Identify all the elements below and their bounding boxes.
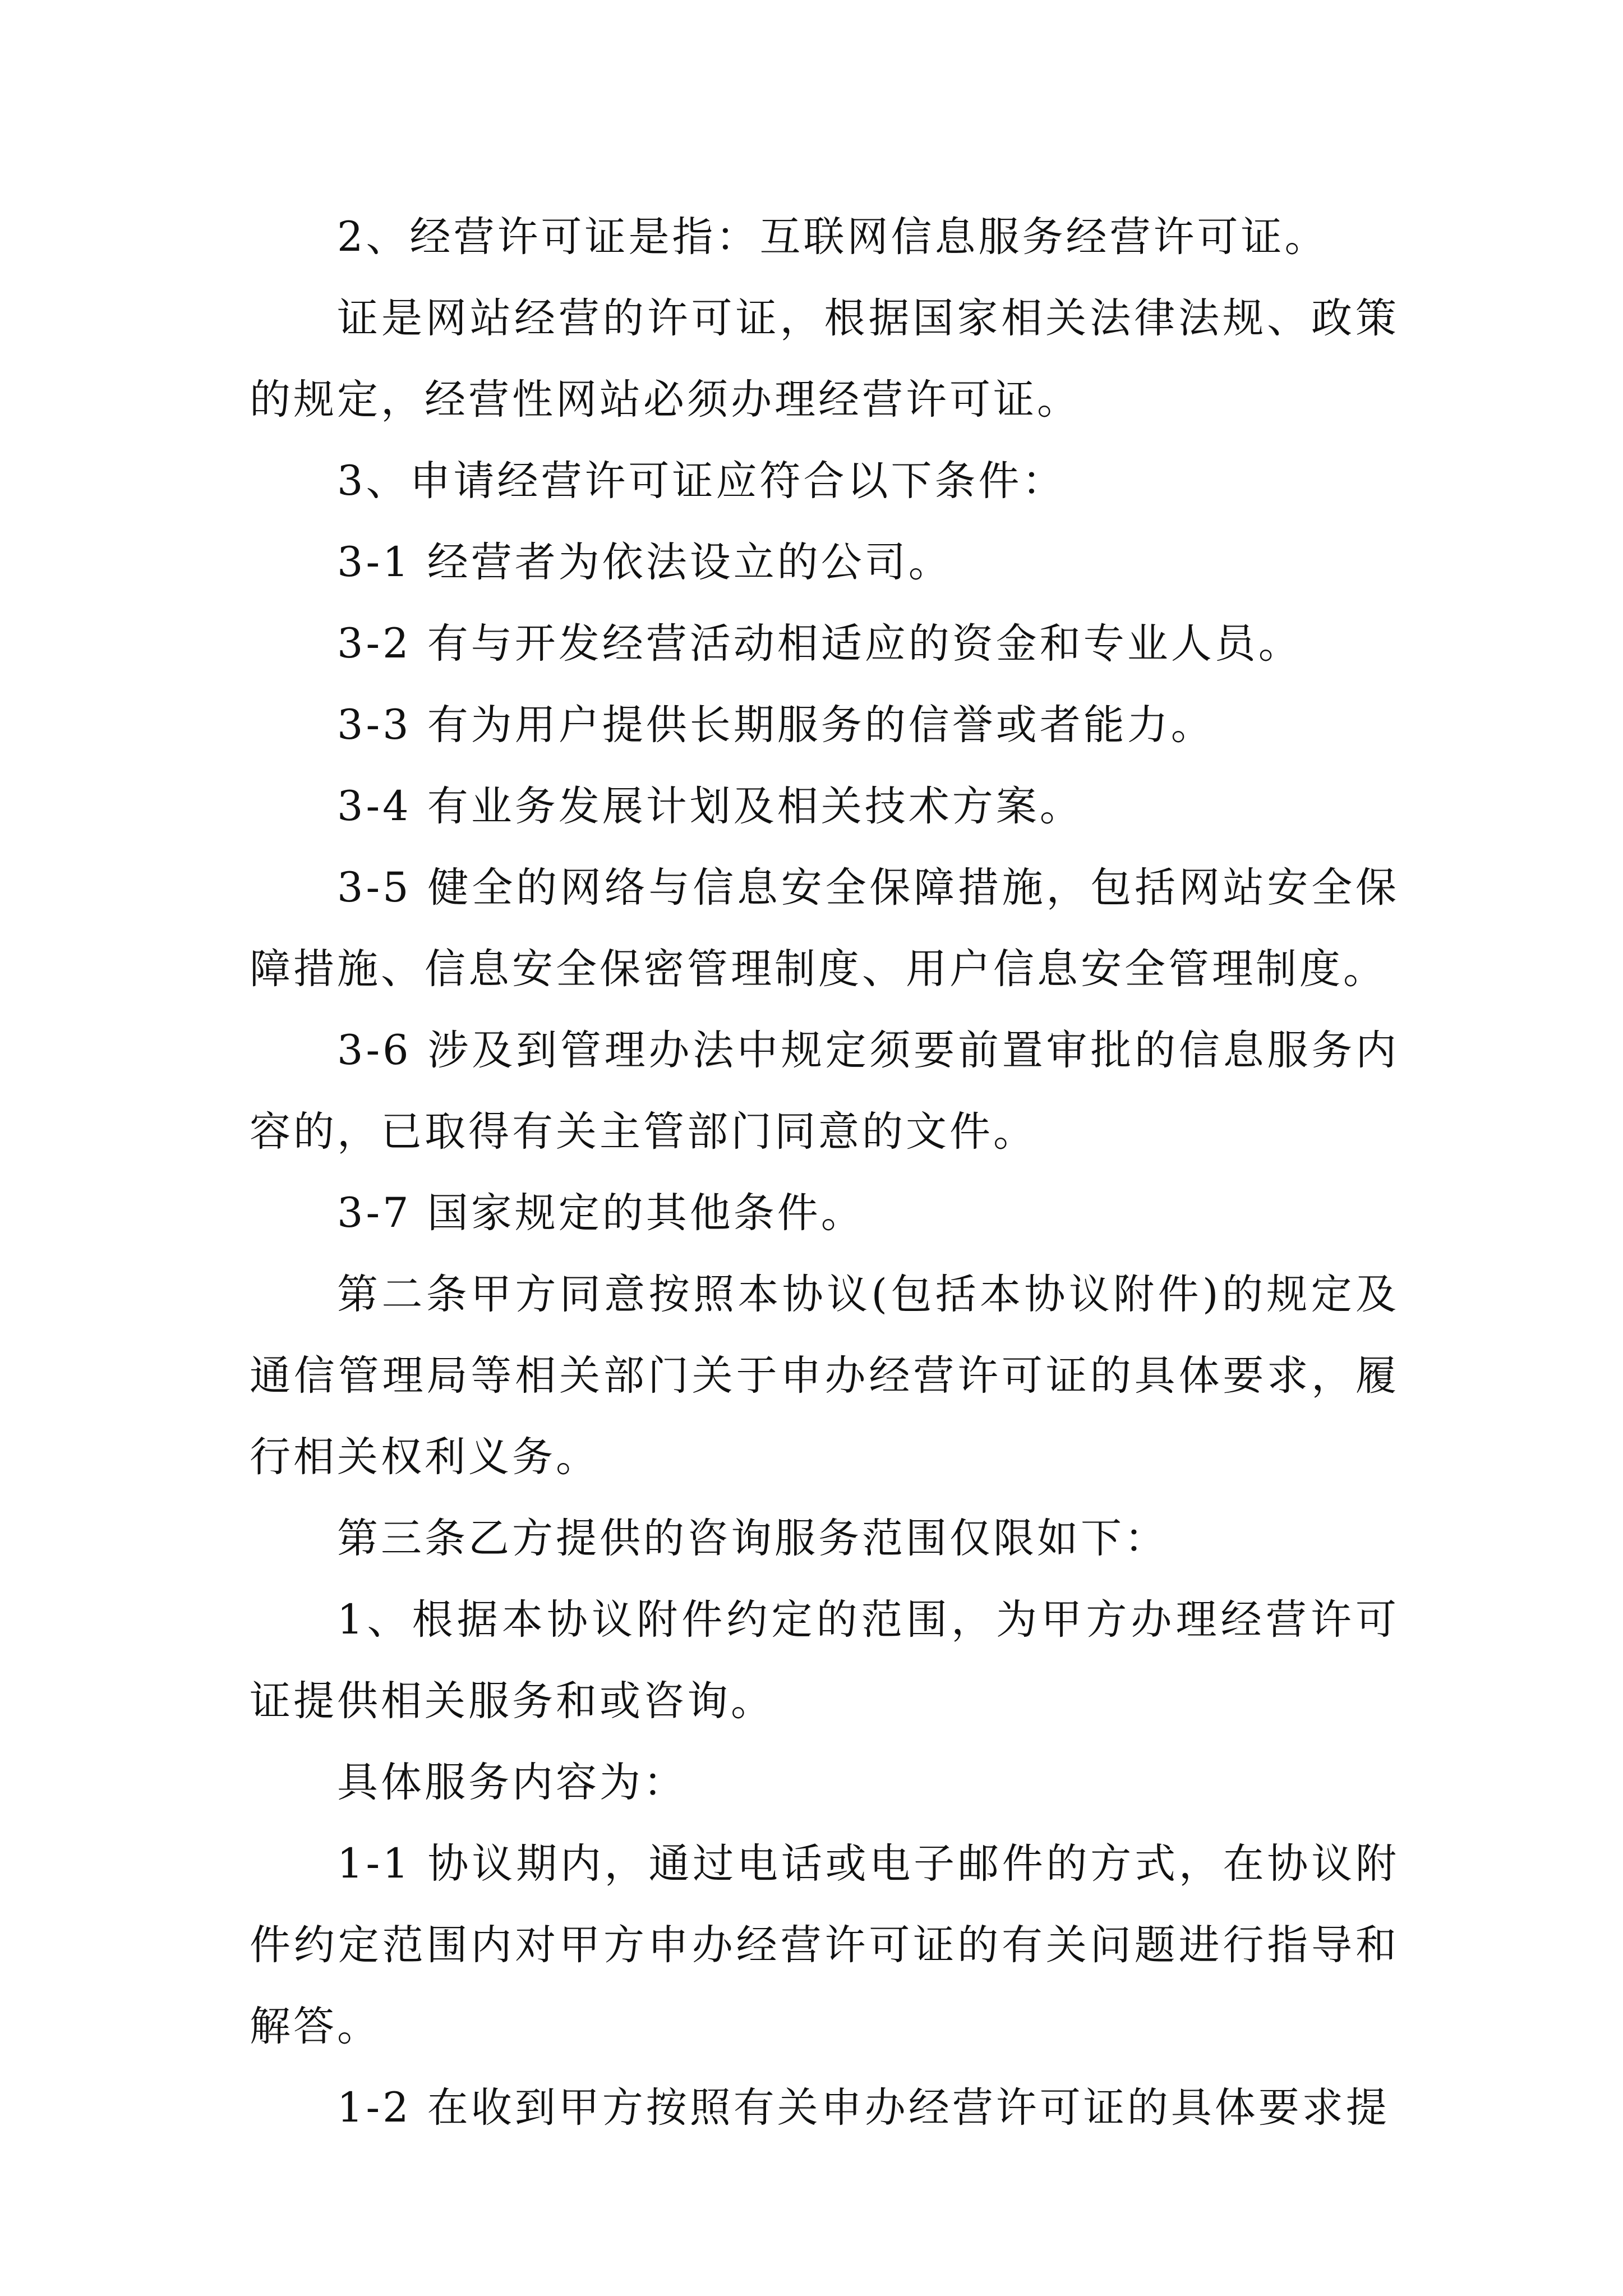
paragraph-condition-3-5: 3-5 健全的网络与信息安全保障措施，包括网站安全保障措施、信息安全保密管理制度、用户信息安全管理制度。: [250, 864, 1399, 993]
paragraph-conditions-heading: 3、申请经营许可证应符合以下条件：: [337, 457, 1066, 505]
paragraph-condition-3-3: 3-3 有为用户提供长期服务的信誉或者能力。: [337, 701, 1215, 749]
document-body: [250, 196, 1399, 2148]
paragraph-service-scope-1: 1、根据本协议附件约定的范围，为甲方办理经营许可证提供相关服务和或咨询。: [250, 1596, 1399, 1725]
paragraph-service-content-heading: 具体服务内容为：: [337, 1759, 687, 1806]
paragraph-condition-3-6: 3-6 涉及到管理办法中规定须要前置审批的信息服务内容的，已取得有关主管部门同意的文件。: [250, 1027, 1399, 1156]
paragraph-license-definition: 2、经营许可证是指：互联网信息服务经营许可证。: [337, 213, 1329, 261]
paragraph-article-3: 第三条乙方提供的咨询服务范围仅限如下：: [337, 1515, 1168, 1562]
paragraph-service-1-2: 1-2 在收到甲方按照有关申办经营许可证的具体要求提: [337, 2084, 1390, 2132]
paragraph-condition-3-7: 3-7 国家规定的其他条件。: [337, 1189, 865, 1237]
paragraph-article-2: 第二条甲方同意按照本协议(包括本协议附件)的规定及通信管理局等相关部门关于申办经营许可证的具体要求，履行相关权利义务。: [250, 1271, 1399, 1481]
paragraph-condition-3-1: 3-1 经营者为依法设立的公司。: [337, 539, 952, 586]
paragraph-service-1-1: 1-1 协议期内，通过电话或电子邮件的方式，在协议附件约定范围内对甲方申办经营许可证的有关问题进行指导和解答。: [250, 1840, 1399, 2050]
paragraph-license-requirement: 证是网站经营的许可证，根据国家相关法律法规、政策的规定，经营性网站必须办理经营许可证。: [250, 295, 1399, 424]
paragraph-condition-3-4: 3-4 有业务发展计划及相关技术方案。: [337, 783, 1083, 830]
paragraph-condition-3-2: 3-2 有与开发经营活动相适应的资金和专业人员。: [337, 620, 1302, 668]
